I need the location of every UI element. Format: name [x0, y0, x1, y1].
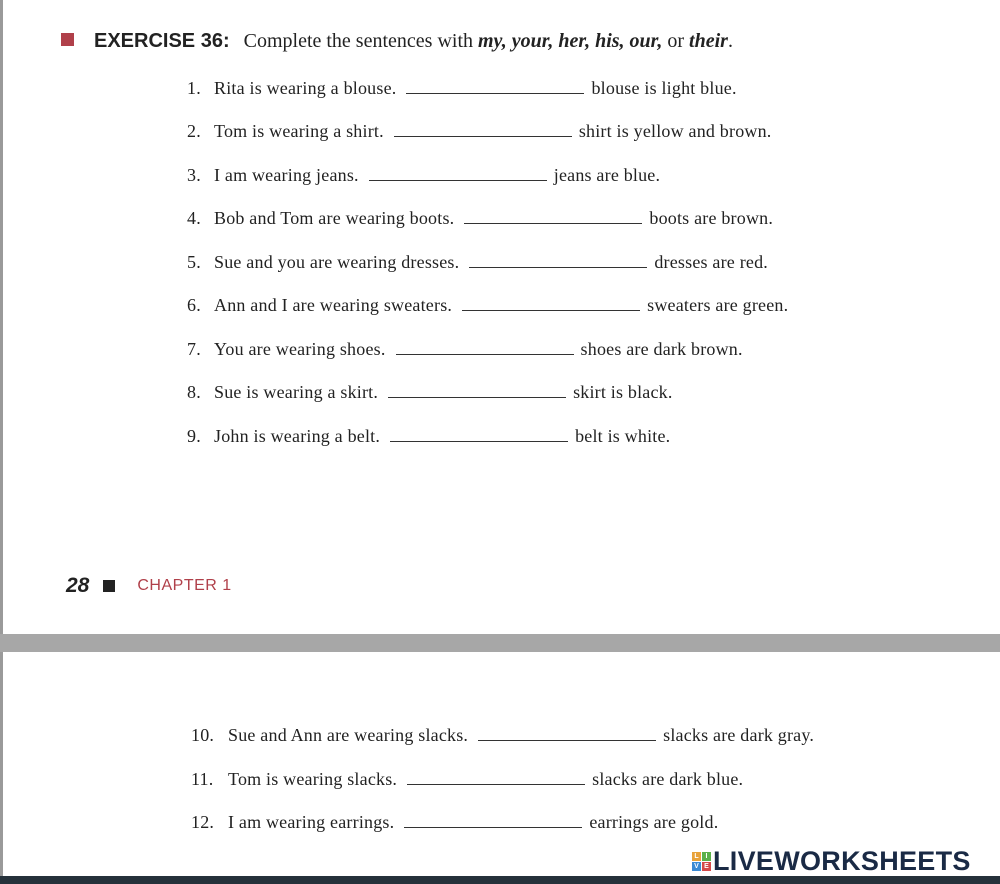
answer-blank-5[interactable]: [469, 255, 647, 268]
exercise-item-5: [187, 252, 768, 273]
item-number: 10.: [191, 725, 215, 745]
answer-blank-10[interactable]: [478, 728, 656, 741]
item-number: 1.: [187, 78, 201, 98]
word-your: your,: [511, 30, 554, 52]
item-completion: slacks are dark gray.: [663, 725, 815, 745]
item-sentence: John is wearing a belt.: [214, 426, 381, 446]
item-sentence: Sue and you are wearing dresses.: [214, 252, 460, 272]
item-completion: earrings are gold.: [589, 812, 719, 832]
header-square-bullet: [61, 33, 74, 46]
item-completion: shoes are dark brown.: [580, 339, 743, 359]
answer-blank-6[interactable]: [462, 298, 640, 311]
exercise-item-10: [191, 725, 814, 746]
answer-blank-2[interactable]: [394, 124, 572, 137]
footer-square-bullet: [103, 580, 115, 592]
logo-tile-i: I: [702, 852, 711, 861]
item-completion: shirt is yellow and brown.: [578, 121, 772, 141]
logo-tile-l: L: [692, 852, 701, 861]
word-or: or: [667, 30, 685, 52]
item-completion: skirt is black.: [573, 382, 673, 402]
logo-grid-icon: [692, 852, 711, 871]
exercise-instruction: [244, 30, 733, 52]
exercise-item-2: [187, 121, 772, 142]
item-completion: jeans are blue.: [553, 165, 661, 185]
item-sentence: Tom is wearing slacks.: [228, 769, 398, 789]
exercise-label: EXERCISE 36:: [94, 30, 230, 52]
bottom-bar: [0, 876, 1000, 884]
item-sentence: Bob and Tom are wearing boots.: [214, 208, 455, 228]
exercise-item-11: [191, 769, 743, 790]
item-sentence: You are wearing shoes.: [214, 339, 386, 359]
logo-tile-e: E: [702, 862, 711, 871]
item-completion: belt is white.: [575, 426, 671, 446]
item-number: 4.: [187, 208, 201, 228]
item-number: 12.: [191, 812, 215, 832]
worksheet-page-2: [0, 652, 1000, 876]
exercise-item-8: [187, 382, 673, 403]
exercise-item-7: [187, 339, 743, 360]
exercise-item-9: [187, 426, 670, 447]
answer-blank-11[interactable]: [407, 772, 585, 785]
answer-blank-3[interactable]: [369, 168, 547, 181]
item-completion: dresses are red.: [654, 252, 768, 272]
item-sentence: Tom is wearing a shirt.: [214, 121, 384, 141]
item-completion: boots are brown.: [649, 208, 774, 228]
item-completion: blouse is light blue.: [591, 78, 737, 98]
answer-blank-9[interactable]: [390, 429, 568, 442]
exercise-header: [61, 30, 733, 53]
item-number: 11.: [191, 769, 214, 789]
item-completion: sweaters are green.: [647, 295, 789, 315]
liveworksheets-logo[interactable]: [692, 846, 971, 877]
item-sentence: I am wearing jeans.: [214, 165, 359, 185]
exercise-item-3: [187, 165, 660, 186]
word-our: our,: [629, 30, 663, 52]
instruction-period: .: [727, 30, 733, 52]
item-number: 9.: [187, 426, 201, 446]
brand-name: LIVEWORKSHEETS: [713, 846, 971, 876]
item-sentence: Rita is wearing a blouse.: [214, 78, 397, 98]
answer-blank-12[interactable]: [404, 815, 582, 828]
item-number: 6.: [187, 295, 201, 315]
item-sentence: I am wearing earrings.: [228, 812, 395, 832]
page-footer: [66, 574, 232, 598]
answer-blank-7[interactable]: [396, 342, 574, 355]
page-number: 28: [66, 574, 90, 597]
answer-blank-8[interactable]: [388, 385, 566, 398]
answer-blank-4[interactable]: [464, 211, 642, 224]
item-number: 7.: [187, 339, 201, 359]
item-number: 3.: [187, 165, 201, 185]
instruction-prefix: Complete the sentences with: [243, 30, 473, 52]
word-his: his,: [595, 30, 625, 52]
word-her: her,: [558, 30, 591, 52]
item-number: 5.: [187, 252, 201, 272]
exercise-item-4: [187, 208, 773, 229]
item-sentence: Sue and Ann are wearing slacks.: [228, 725, 469, 745]
word-my: my,: [478, 30, 507, 52]
item-sentence: Sue is wearing a skirt.: [214, 382, 379, 402]
item-completion: slacks are dark blue.: [592, 769, 744, 789]
page-separator: [0, 634, 1000, 652]
item-number: 2.: [187, 121, 201, 141]
answer-blank-1[interactable]: [406, 81, 584, 94]
item-sentence: Ann and I are wearing sweaters.: [214, 295, 453, 315]
exercise-item-1: [187, 78, 737, 99]
exercise-item-12: [191, 812, 718, 833]
item-number: 8.: [187, 382, 201, 402]
logo-tile-v: V: [692, 862, 701, 871]
exercise-item-6: [187, 295, 788, 316]
chapter-label: CHAPTER 1: [137, 577, 232, 594]
word-their: their: [689, 30, 728, 52]
